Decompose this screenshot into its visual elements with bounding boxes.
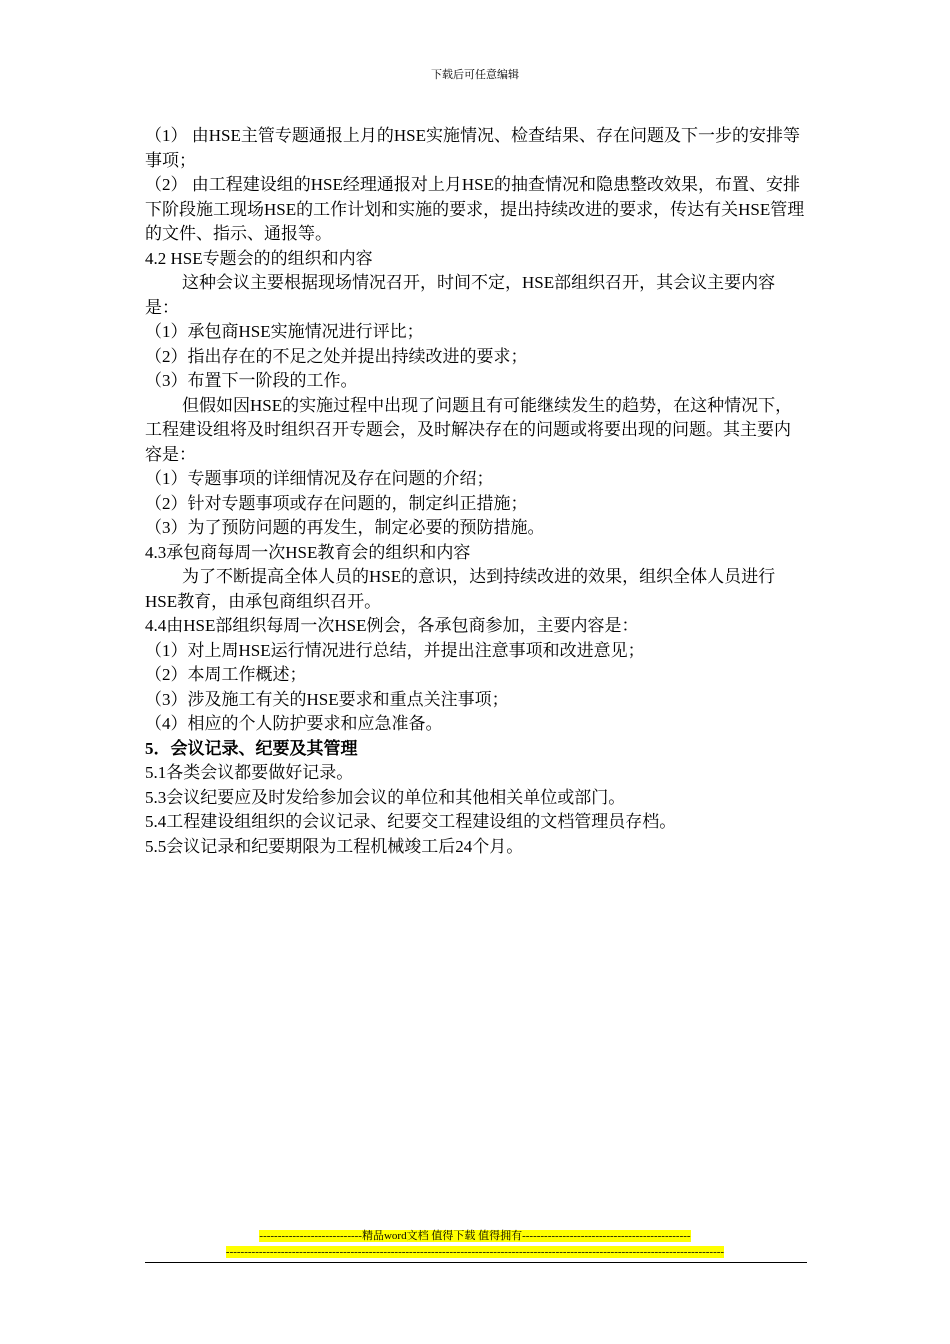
list-item: （3）布置下一阶段的工作。 <box>145 371 358 390</box>
footer-line-2: ---------------------------------------------------------------------------------------------------------------------------------------- <box>225 1246 725 1258</box>
list-item: （2）指出存在的不足之处并提出持续改进的要求； <box>145 346 528 366</box>
paragraph: 5.5会议记录和纪要期限为工程机械竣工后24个月。 <box>145 836 524 856</box>
footer-line-1: ----------------------------精品word文档 值得下载 值得拥有---------------------------------------------- <box>259 1230 691 1242</box>
list-item: （1）专题事项的详细情况及存在问题的介绍； <box>145 469 494 488</box>
paragraph: 这种会议主要根据现场情况召开，时间不定，HSE部组织召开，其会议主要内容是： <box>145 273 776 317</box>
footer-banner <box>0 1230 950 1243</box>
paragraph: 5.4工程建设组组织的会议记录、纪要交工程建设组的文档管理员存档。 <box>145 812 677 831</box>
section-heading: 4.3承包商每周一次HSE教育会的组织和内容 <box>145 542 471 562</box>
list-item: （3）涉及施工有关的HSE要求和重点关注事项； <box>145 689 509 709</box>
paragraph: （2） 由工程建设组的HSE经理通报对上月HSE的抽查情况和隐患整改效果，布置、安排下阶段施工现场HSE的工作计划和实施的要求，提出持续改进的要求，传达有关HSE管理的文件、指示、通报等。 <box>145 175 805 243</box>
section-heading: 4.4由HSE部组织每周一次HSE例会，各承包商参加，主要内容是： <box>145 616 639 635</box>
list-item: （1）承包商HSE实施情况进行评比； <box>145 322 424 341</box>
document-body <box>145 124 807 859</box>
paragraph: 5.1各类会议都要做好记录。 <box>145 763 354 782</box>
paragraph: 为了不断提高全体人员的HSE的意识，达到持续改进的效果，组织全体人员进行HSE教育，由承包商组织召开。 <box>145 567 776 611</box>
footer-banner-dashes <box>0 1246 950 1259</box>
paragraph: 5.3会议纪要应及时发给参加会议的单位和其他相关单位或部门。 <box>145 787 626 807</box>
list-item: （1）对上周HSE运行情况进行总结，并提出注意事项和改进意见； <box>145 640 645 660</box>
section-heading: 5．会议记录、纪要及其管理 <box>145 738 358 758</box>
list-item: （4）相应的个人防护要求和应急准备。 <box>145 714 443 733</box>
paragraph: 但假如因HSE的实施过程中出现了问题且有可能继续发生的趋势，在这种情况下，工程建设组将及时组织召开专题会，及时解决存在的问题或将要出现的问题。其主要内容是： <box>145 395 793 464</box>
footer-rule <box>145 1262 807 1263</box>
list-item: （3）为了预防问题的再发生，制定必要的预防措施。 <box>145 518 545 537</box>
section-heading: 4.2 HSE专题会的的组织和内容 <box>145 248 373 268</box>
list-item: （2）本周工作概述； <box>145 665 307 684</box>
page-header: 下载后可任意编辑 <box>431 69 519 81</box>
list-item: （2）针对专题事项或存在问题的，制定纠正措施； <box>145 493 528 513</box>
paragraph: （1） 由HSE主管专题通报上月的HSE实施情况、检查结果、存在问题及下一步的安排等事项； <box>145 126 800 170</box>
